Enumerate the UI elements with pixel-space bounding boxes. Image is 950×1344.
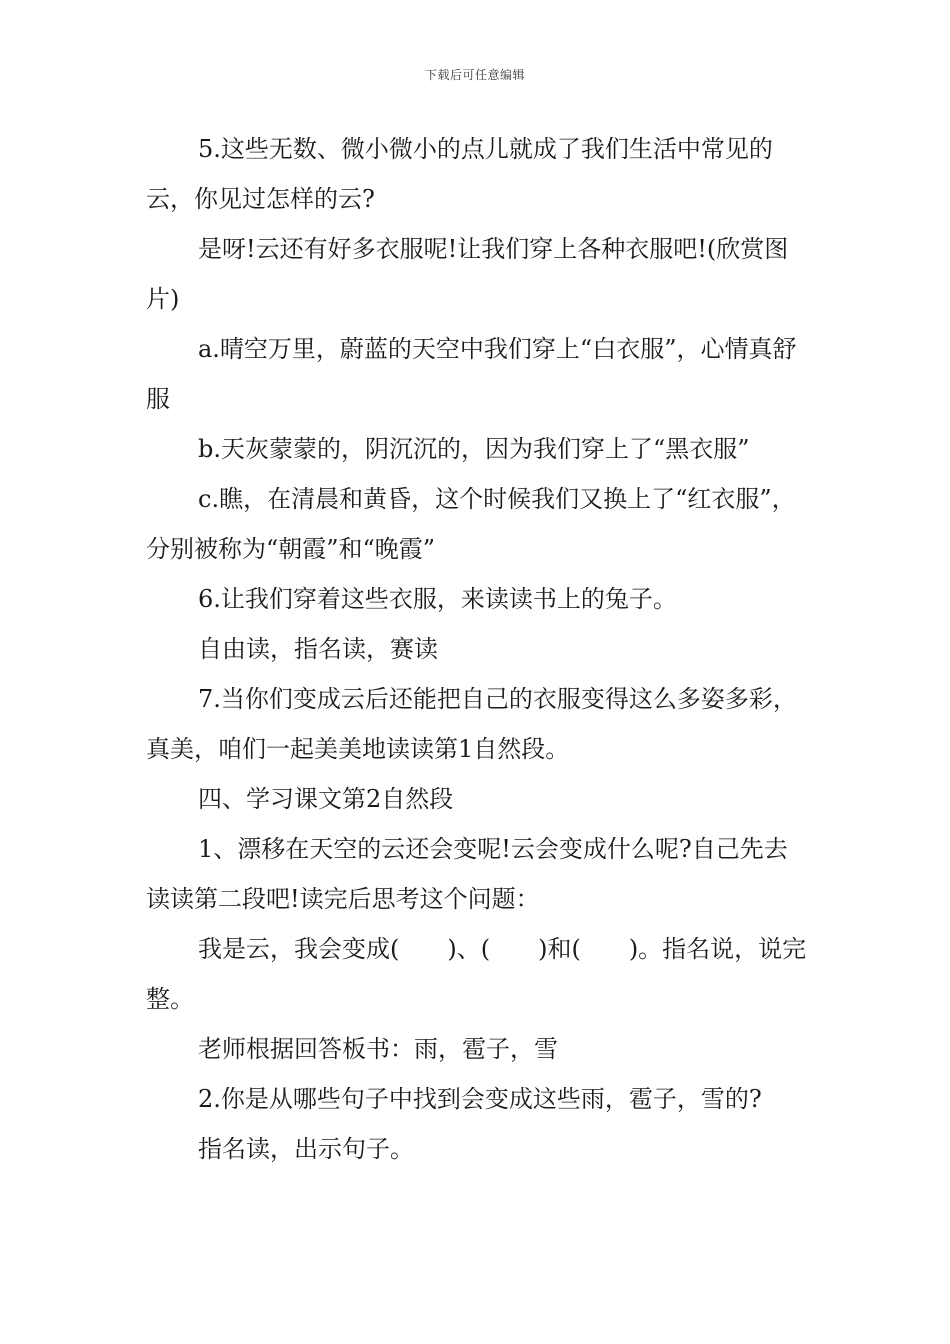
paragraph-11: 我是云，我会变成( )、( )和( )。指名说，说完整。 [146, 935, 807, 1013]
section-heading: 四、学习课文第2自然段 [198, 785, 454, 813]
paragraph-5: c.瞧，在清晨和黄昏，这个时候我们又换上了“红衣服”，分别被称为“朝霞”和“晚霞” [146, 485, 796, 563]
paragraph-1: 5.这些无数、微小微小的点儿就成了我们生活中常见的云，你见过怎样的云? [146, 135, 773, 213]
paragraph-14: 指名读，出示句子。 [198, 1135, 414, 1163]
paragraph-7: 自由读，指名读，赛读 [198, 635, 438, 663]
paragraph-12: 老师根据回答板书：雨，雹子，雪 [198, 1035, 558, 1063]
paragraph-3: a.晴空万里，蔚蓝的天空中我们穿上“白衣服”，心情真舒服 [146, 335, 797, 413]
paragraph-13: 2.你是从哪些句子中找到会变成这些雨，雹子，雪的? [198, 1085, 762, 1113]
paragraph-10: 1、漂移在天空的云还会变呢!云会变成什么呢?自己先去读读第二段吧!读完后思考这个问题： [146, 835, 788, 913]
paragraph-6: 6.让我们穿着这些衣服，来读读书上的兔子。 [198, 585, 677, 613]
paragraph-8: 7.当你们变成云后还能把自己的衣服变得这么多姿多彩，真美，咱们一起美美地读读第1自然段。 [146, 685, 797, 763]
document-body [146, 124, 810, 1174]
page-header: 下载后可任意编辑 [424, 68, 525, 82]
paragraph-2: 是呀!云还有好多衣服呢!让我们穿上各种衣服吧!(欣赏图片) [146, 235, 789, 313]
paragraph-4: b.天灰蒙蒙的，阴沉沉的，因为我们穿上了“黑衣服” [198, 435, 750, 463]
